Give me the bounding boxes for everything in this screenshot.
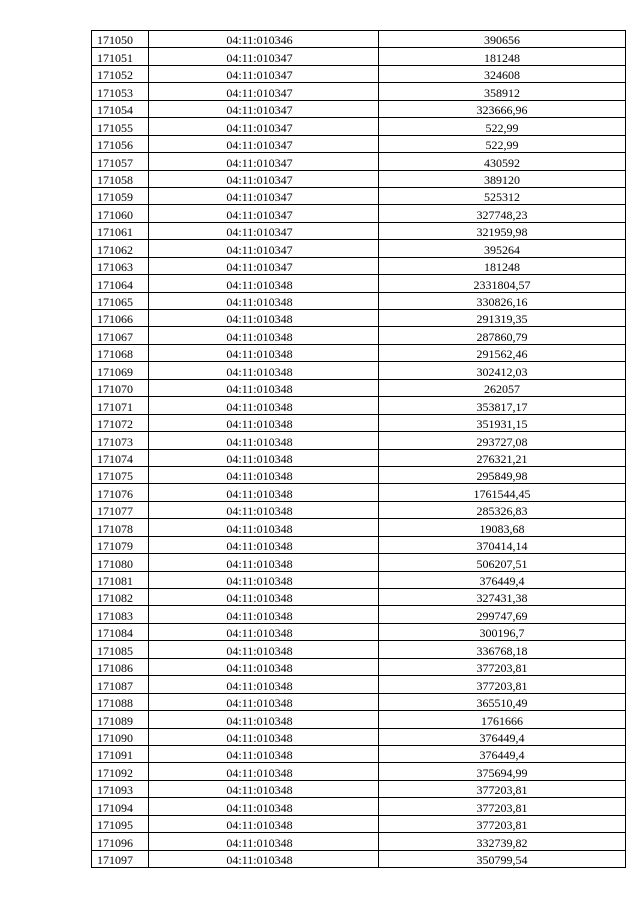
value-cell: 377203,81 [379,658,626,675]
row-id-cell: 171072 [92,414,149,431]
table-row [92,536,626,553]
row-id-cell: 171085 [92,641,149,658]
data-table [91,30,626,868]
table-row [92,519,626,536]
cadastral-number-cell: 04:11:010347 [149,187,379,204]
value-cell: 375694,99 [379,763,626,780]
table-row [92,222,626,239]
value-cell: 377203,81 [379,798,626,815]
value-cell: 293727,08 [379,432,626,449]
row-id-cell: 171078 [92,519,149,536]
row-id-cell: 171095 [92,815,149,832]
cadastral-number-cell: 04:11:010348 [149,344,379,361]
row-id-cell: 171064 [92,275,149,292]
value-cell: 370414,14 [379,536,626,553]
cadastral-number-cell: 04:11:010348 [149,833,379,850]
row-id-cell: 171081 [92,571,149,588]
cadastral-number-cell: 04:11:010347 [149,65,379,82]
cadastral-number-cell: 04:11:010348 [149,501,379,518]
value-cell: 358912 [379,83,626,100]
value-cell: 323666,96 [379,100,626,117]
row-id-cell: 171093 [92,780,149,797]
table-row [92,414,626,431]
table-row [92,187,626,204]
row-id-cell: 171070 [92,379,149,396]
cadastral-number-cell: 04:11:010348 [149,728,379,745]
value-cell: 300196,7 [379,623,626,640]
table-row [92,571,626,588]
value-cell: 19083,68 [379,519,626,536]
table-row [92,466,626,483]
cadastral-number-cell: 04:11:010348 [149,798,379,815]
table-row [92,379,626,396]
table-row [92,292,626,309]
table-row [92,118,626,135]
value-cell: 376449,4 [379,745,626,762]
cadastral-number-cell: 04:11:010348 [149,466,379,483]
row-id-cell: 171083 [92,606,149,623]
cadastral-number-cell: 04:11:010348 [149,275,379,292]
cadastral-number-cell: 04:11:010348 [149,484,379,501]
row-id-cell: 171052 [92,65,149,82]
cadastral-number-cell: 04:11:010348 [149,693,379,710]
cadastral-number-cell: 04:11:010347 [149,153,379,170]
table-row [92,205,626,222]
value-cell: 276321,21 [379,449,626,466]
table-row [92,344,626,361]
cadastral-number-cell: 04:11:010348 [149,745,379,762]
cadastral-number-cell: 04:11:010348 [149,641,379,658]
table-row [92,589,626,606]
value-cell: 324608 [379,65,626,82]
value-cell: 332739,82 [379,833,626,850]
table-row [92,798,626,815]
cadastral-number-cell: 04:11:010348 [149,519,379,536]
table-row [92,449,626,466]
value-cell: 299747,69 [379,606,626,623]
row-id-cell: 171061 [92,222,149,239]
row-id-cell: 171079 [92,536,149,553]
table-row [92,745,626,762]
row-id-cell: 171091 [92,745,149,762]
value-cell: 389120 [379,170,626,187]
table-row [92,623,626,640]
table-row [92,606,626,623]
cadastral-number-cell: 04:11:010347 [149,100,379,117]
row-id-cell: 171082 [92,589,149,606]
row-id-cell: 171086 [92,658,149,675]
cadastral-number-cell: 04:11:010348 [149,606,379,623]
cadastral-number-cell: 04:11:010348 [149,397,379,414]
value-cell: 291319,35 [379,310,626,327]
cadastral-number-cell: 04:11:010348 [149,292,379,309]
value-cell: 377203,81 [379,676,626,693]
row-id-cell: 171062 [92,240,149,257]
cadastral-number-cell: 04:11:010347 [149,257,379,274]
value-cell: 321959,98 [379,222,626,239]
table-row [92,83,626,100]
value-cell: 181248 [379,48,626,65]
value-cell: 327431,38 [379,589,626,606]
cadastral-number-cell: 04:11:010348 [149,449,379,466]
table-row [92,275,626,292]
table-row [92,641,626,658]
value-cell: 365510,49 [379,693,626,710]
cadastral-number-cell: 04:11:010348 [149,432,379,449]
cadastral-number-cell: 04:11:010347 [149,240,379,257]
value-cell: 430592 [379,153,626,170]
value-cell: 302412,03 [379,362,626,379]
cadastral-number-cell: 04:11:010348 [149,379,379,396]
table-body [92,31,626,868]
table-row [92,310,626,327]
row-id-cell: 171066 [92,310,149,327]
row-id-cell: 171063 [92,257,149,274]
row-id-cell: 171096 [92,833,149,850]
cadastral-number-cell: 04:11:010348 [149,780,379,797]
value-cell: 377203,81 [379,780,626,797]
value-cell: 327748,23 [379,205,626,222]
table-row [92,711,626,728]
table-row [92,728,626,745]
table-row [92,676,626,693]
value-cell: 395264 [379,240,626,257]
cadastral-number-cell: 04:11:010348 [149,815,379,832]
cadastral-number-cell: 04:11:010348 [149,554,379,571]
row-id-cell: 171092 [92,763,149,780]
table-row [92,501,626,518]
row-id-cell: 171089 [92,711,149,728]
table-row [92,240,626,257]
row-id-cell: 171050 [92,31,149,48]
table-row [92,850,626,867]
value-cell: 291562,46 [379,344,626,361]
value-cell: 1761666 [379,711,626,728]
value-cell: 377203,81 [379,815,626,832]
table-row [92,257,626,274]
value-cell: 330826,16 [379,292,626,309]
cadastral-number-cell: 04:11:010348 [149,711,379,728]
row-id-cell: 171055 [92,118,149,135]
row-id-cell: 171051 [92,48,149,65]
row-id-cell: 171090 [92,728,149,745]
cadastral-number-cell: 04:11:010348 [149,310,379,327]
table-row [92,31,626,48]
row-id-cell: 171075 [92,466,149,483]
value-cell: 506207,51 [379,554,626,571]
value-cell: 353817,17 [379,397,626,414]
table-row [92,833,626,850]
table-row [92,432,626,449]
table-row [92,693,626,710]
cadastral-number-cell: 04:11:010347 [149,205,379,222]
row-id-cell: 171076 [92,484,149,501]
table-row [92,763,626,780]
table-row [92,397,626,414]
table-row [92,327,626,344]
value-cell: 1761544,45 [379,484,626,501]
cadastral-number-cell: 04:11:010347 [149,170,379,187]
cadastral-number-cell: 04:11:010346 [149,31,379,48]
row-id-cell: 171087 [92,676,149,693]
cadastral-number-cell: 04:11:010348 [149,414,379,431]
cadastral-number-cell: 04:11:010347 [149,222,379,239]
value-cell: 376449,4 [379,571,626,588]
table-row [92,780,626,797]
cadastral-number-cell: 04:11:010348 [149,589,379,606]
row-id-cell: 171080 [92,554,149,571]
value-cell: 525312 [379,187,626,204]
row-id-cell: 171074 [92,449,149,466]
cadastral-number-cell: 04:11:010347 [149,48,379,65]
table-row [92,48,626,65]
row-id-cell: 171097 [92,850,149,867]
value-cell: 336768,18 [379,641,626,658]
row-id-cell: 171068 [92,344,149,361]
cadastral-number-cell: 04:11:010348 [149,850,379,867]
value-cell: 285326,83 [379,501,626,518]
cadastral-number-cell: 04:11:010347 [149,135,379,152]
cadastral-number-cell: 04:11:010348 [149,536,379,553]
cadastral-number-cell: 04:11:010348 [149,571,379,588]
table-row [92,153,626,170]
cadastral-number-cell: 04:11:010348 [149,658,379,675]
cadastral-number-cell: 04:11:010348 [149,676,379,693]
value-cell: 2331804,57 [379,275,626,292]
value-cell: 351931,15 [379,414,626,431]
value-cell: 295849,98 [379,466,626,483]
row-id-cell: 171053 [92,83,149,100]
value-cell: 181248 [379,257,626,274]
value-cell: 390656 [379,31,626,48]
table-row [92,65,626,82]
row-id-cell: 171060 [92,205,149,222]
row-id-cell: 171059 [92,187,149,204]
row-id-cell: 171067 [92,327,149,344]
table-row [92,135,626,152]
row-id-cell: 171071 [92,397,149,414]
row-id-cell: 171058 [92,170,149,187]
value-cell: 522,99 [379,118,626,135]
cadastral-number-cell: 04:11:010347 [149,118,379,135]
table-row [92,100,626,117]
cadastral-number-cell: 04:11:010348 [149,763,379,780]
value-cell: 350799,54 [379,850,626,867]
cadastral-number-cell: 04:11:010348 [149,623,379,640]
cadastral-number-cell: 04:11:010348 [149,362,379,379]
value-cell: 262057 [379,379,626,396]
table-row [92,170,626,187]
table-row [92,362,626,379]
table-row [92,554,626,571]
row-id-cell: 171065 [92,292,149,309]
row-id-cell: 171088 [92,693,149,710]
table-row [92,658,626,675]
table-row [92,815,626,832]
value-cell: 287860,79 [379,327,626,344]
row-id-cell: 171069 [92,362,149,379]
row-id-cell: 171057 [92,153,149,170]
row-id-cell: 171077 [92,501,149,518]
cadastral-number-cell: 04:11:010348 [149,327,379,344]
cadastral-number-cell: 04:11:010347 [149,83,379,100]
row-id-cell: 171073 [92,432,149,449]
row-id-cell: 171056 [92,135,149,152]
value-cell: 376449,4 [379,728,626,745]
row-id-cell: 171084 [92,623,149,640]
table-row [92,484,626,501]
row-id-cell: 171054 [92,100,149,117]
value-cell: 522,99 [379,135,626,152]
row-id-cell: 171094 [92,798,149,815]
